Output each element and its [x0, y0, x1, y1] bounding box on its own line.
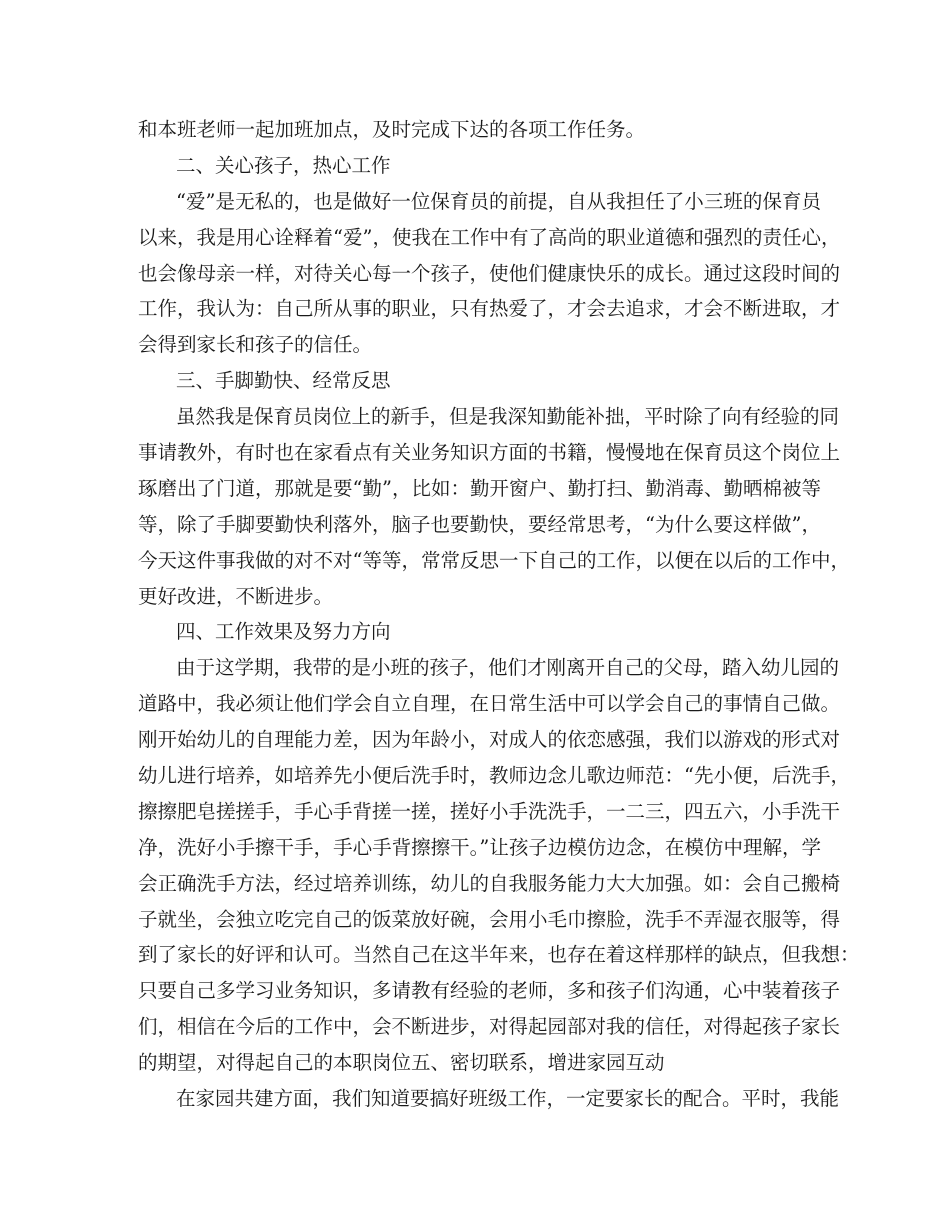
paragraph-line: 今天这件事我做的对不对“等等，常常反思一下自己的工作，以便在以后的工作中， [138, 548, 850, 572]
paragraph-line: 事请教外，有时也在家看点有关业务知识方面的书籍，慢慢地在保育员这个岗位上 [138, 441, 841, 465]
paragraph-line: 擦擦肥皂搓搓手，手心手背搓一搓，搓好小手洗洗手，一二三，四五六，小手洗干 [138, 799, 841, 823]
paragraph-line: 以来，我是用心诠释着“爱”，使我在工作中有了高尚的职业道德和强烈的责任心， [138, 225, 841, 249]
section-heading: 二、关心孩子，热心工作 [176, 153, 391, 177]
paragraph-line: 幼儿进行培养，如培养先小便后洗手时，教师边念儿歌边师范：“先小便，后洗手， [138, 764, 850, 788]
paragraph-line: “爱”是无私的，也是做好一位保育员的前提，自从我担任了小三班的保育员 [176, 189, 821, 213]
paragraph-line: 只要自己多学习业务知识，多请教有经验的老师，多和孩子们沟通，心中装着孩子 [138, 979, 841, 1003]
paragraph-line: 到了家长的好评和认可。当然自己在这半年来，也存在着这样那样的缺点，但我想： [138, 943, 860, 967]
section-heading: 四、工作效果及努力方向 [176, 620, 391, 644]
paragraph-line: 净，洗好小手擦干手，手心手背擦擦干。”让孩子边模仿边念，在模仿中理解，学 [138, 835, 821, 859]
paragraph-line: 会正确洗手方法，经过培养训练，幼儿的自我服务能力大大加强。如：会自己搬椅 [138, 871, 841, 895]
document-body [138, 112, 860, 1117]
paragraph-line: 琢磨出了门道，那就是要“勤”，比如：勤开窗户、勤打扫、勤消毒、勤晒棉被等 [138, 476, 821, 500]
paragraph-line: 在家园共建方面，我们知道要搞好班级工作，一定要家长的配合。平时，我能 [176, 1087, 840, 1111]
section-heading: 三、手脚勤快、经常反思 [176, 369, 391, 393]
paragraph-line: 也会像母亲一样，对待关心每一个孩子，使他们健康快乐的成长。通过这段时间的 [138, 261, 841, 285]
paragraph-line: 工作，我认为：自己所从事的职业，只有热爱了，才会去追求，才会不断进取，才 [138, 297, 841, 321]
paragraph-line: 子就坐，会独立吃完自己的饭菜放好碗，会用小毛巾擦脸，洗手不弄湿衣服等，得 [138, 907, 841, 931]
paragraph-line: 等，除了手脚要勤快利落外，脑子也要勤快，要经常思考，“为什么要这样做”， [138, 512, 821, 536]
paragraph-line: 由于这学期，我带的是小班的孩子，他们才刚离开自己的父母，踏入幼儿园的 [176, 656, 840, 680]
paragraph-line: 会得到家长和孩子的信任。 [138, 333, 373, 357]
paragraph-line: 的期望，对得起自己的本职岗位五、密切联系，增进家园互动 [138, 1051, 665, 1075]
paragraph-line: 虽然我是保育员岗位上的新手，但是我深知勤能补拙，平时除了向有经验的同 [176, 405, 840, 429]
paragraph-line: 道路中，我必须让他们学会自立自理，在日常生活中可以学会自己的事情自己做。 [138, 692, 841, 716]
paragraph-line: 更好改进，不断进步。 [138, 584, 334, 608]
paragraph-line: 刚开始幼儿的自理能力差，因为年龄小，对成人的依恋感强，我们以游戏的形式对 [138, 728, 841, 752]
paragraph-line: 们，相信在今后的工作中，会不断进步，对得起园部对我的信任，对得起孩子家长 [138, 1015, 841, 1039]
paragraph-line: 和本班老师一起加班加点，及时完成下达的各项工作任务。 [138, 118, 646, 141]
